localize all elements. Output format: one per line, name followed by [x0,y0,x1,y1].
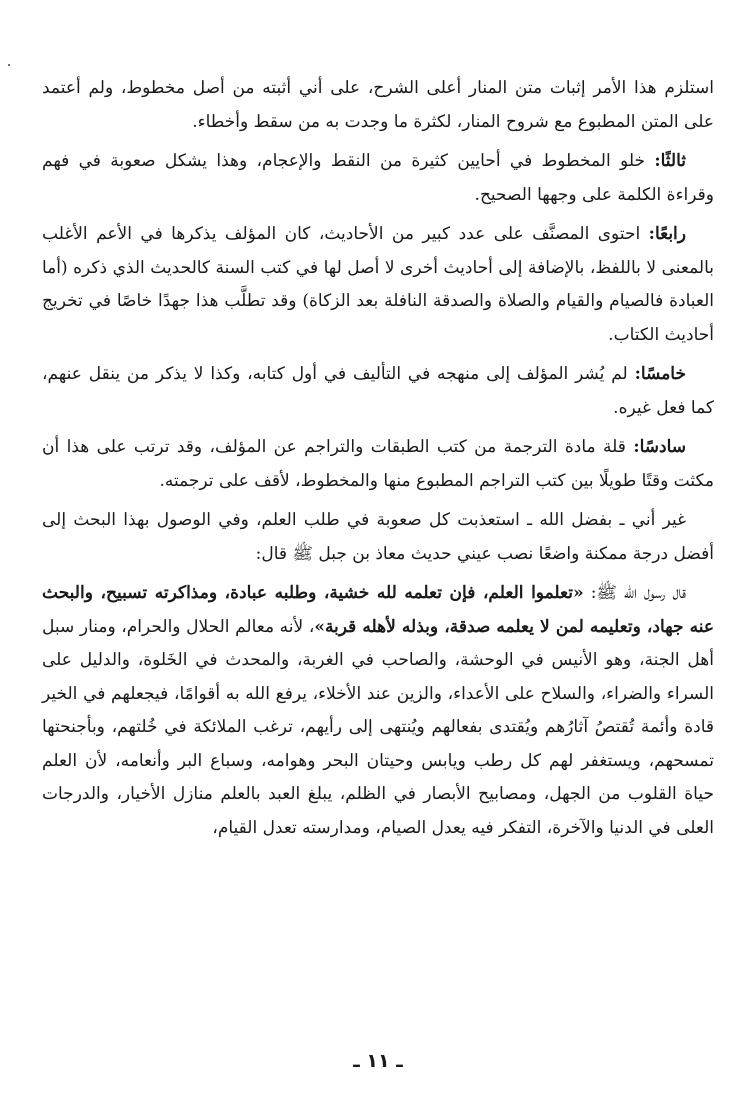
paragraph-text: غير أني ـ بفضل الله ـ استعذبت كل صعوبة في طلب العلم، وفي الوصول بهذا البحث إلى أفضل درجة ممكنة واضعًا نصب عيني حديث معاذ بن جبل ﷺ قال: [42,510,714,564]
hadith-paragraph [42,577,714,845]
paragraph-intro [42,72,714,139]
paragraph-closing [42,504,714,571]
hadith-commentary: ، لأنه معالم الحلال والحرام، ومنار سبل أهل الجنة، وهو الأنيس في الوحشة، والصاحب في الغربة، والمحدث في الخَلوة، والدليل على السراء والضراء، والسلاح على الأعداء، والزين عند الأخلاء، يرفع الله به أقوامًا، فيجعلهم في الخير قادة وأئمة تُقتصُ آثارُهم ويُقتدى بفعالهم ويُنتهى إلى رأيهم، ترغب الملائكة في خُلتهم، وبأجنحتها تمسحهم، ويستغفر لهم كل رطب ويابس وحيتان البحر وهوامه، وسباع البر وأنعامه، لأن العلم حياة القلوب من الجهل، ومصابيح الأبصار في الظلم، يبلغ العبد بالعلم منازل الأخيار، والدرجات العلى في الدنيا والآخرة، التفكر فيه يعدل الصيام، ومدارسته تعدل القيام، [42,616,714,838]
paragraph-lead: ثالثًا: [654,151,687,171]
hadith-intro: قال رسول الله ﷺ: [583,583,686,603]
paragraph-text: قلة مادة الترجمة من كتب الطبقات والتراجم عن المؤلف، وقد ترتب على هذا أن مكثت وقتًا طويلًا بين كتب التراجم المطبوع منها والمخطوط، لأقف على ترجمته. [42,437,714,491]
paragraph-third [42,145,714,212]
paragraph-text: احتوى المصنَّف على عدد كبير من الأحاديث، كان المؤلف يذكرها في الأعم الأغلب بالمعنى لا باللفظ، بالإضافة إلى أحاديث أخرى لا أصل لها في كتب السنة كالحديث الذي ذكره (أما العبادة فالصيام والقيام والصلاة والصدقة النافلة بعد الزكاة) وقد تطلَّب هذا جهدًا خاصًا في تخريج أحاديث الكتاب. [42,224,714,345]
paragraph-lead: خامسًا: [634,364,686,384]
paragraph-text: خلو المخطوط في أحايين كثيرة من النقط والإعجام، وهذا يشكل صعوبة في فهم وقراءة الكلمة على وجهها الصحيح. [42,151,714,205]
paragraph-fifth [42,358,714,425]
paragraph-lead: سادسًا: [633,437,687,457]
paragraph-text: استلزم هذا الأمر إثبات متن المنار أعلى الشرح، على أني أثبته من أصل مخطوط، ولم أعتمد على المتن المطبوع مع شروح المنار، لكثرة ما وجدت به من سقط وأخطاء. [42,78,714,132]
paragraph-fourth [42,218,714,352]
paragraph-text: لم يُشر المؤلف إلى منهجه في التأليف في أول كتابه، وكذا لا يذكر من ينقل عنهم، كما فعل غيره. [42,364,714,418]
paragraph-sixth [42,431,714,498]
page-number: ـ ١١ ـ [353,1050,403,1072]
hadith-quote: «تعلموا العلم، فإن تعلمه لله خشية، وطلبه عبادة، ومذاكرته تسبيح، والبحث عنه جهاد، وتعليمه لمن لا يعلمه صدقة، وبذله لأهله قربة» [42,583,714,637]
body-text [42,72,714,845]
paragraph-lead: رابعًا: [648,224,686,244]
